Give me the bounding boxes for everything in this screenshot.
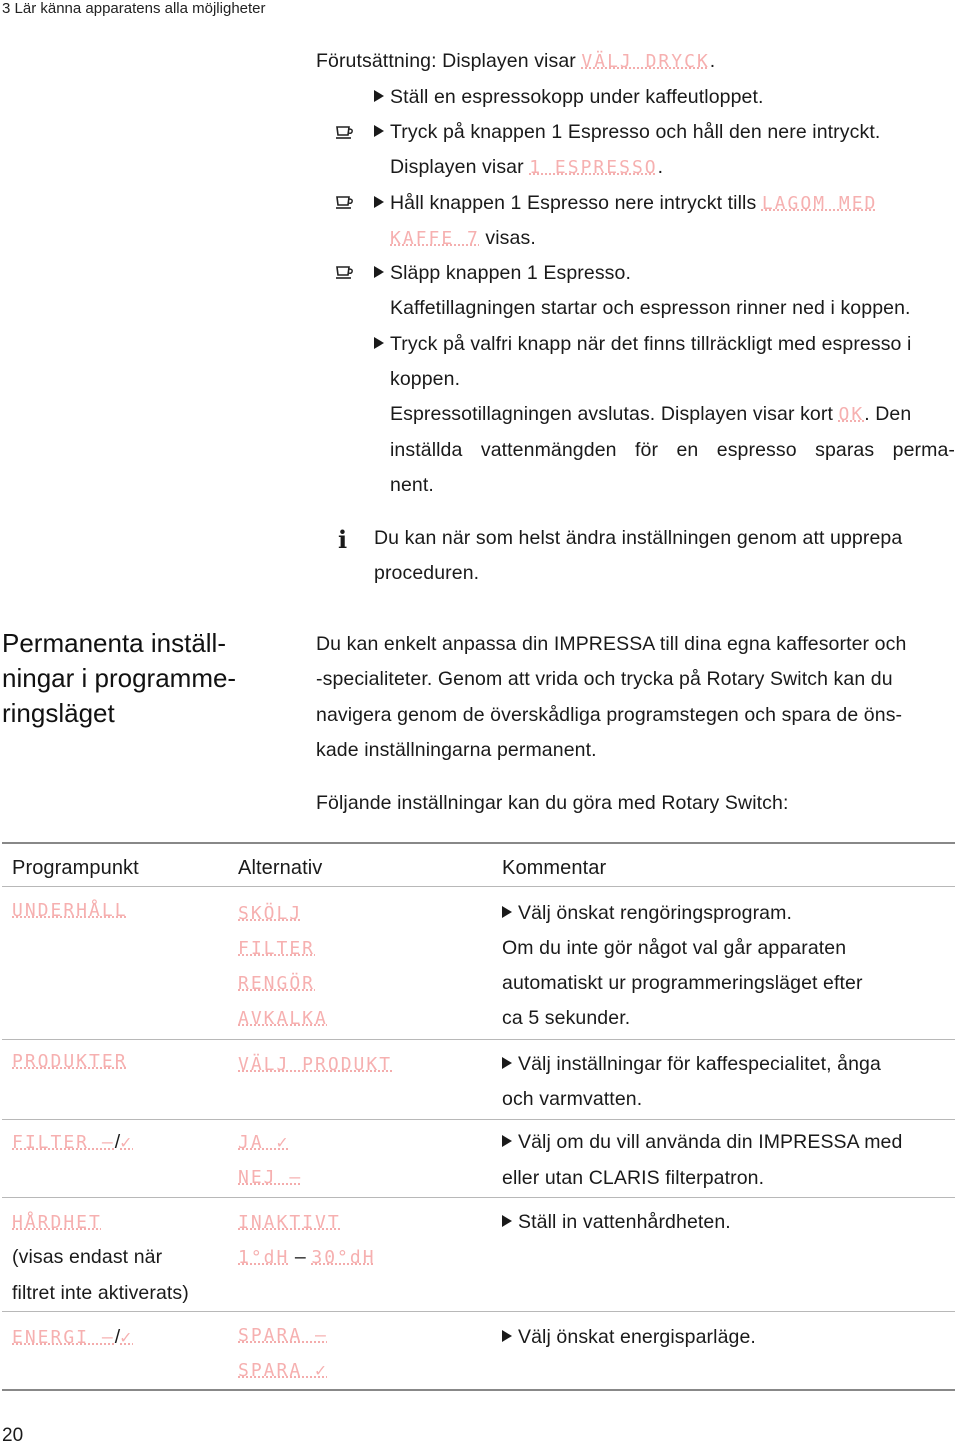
prerequisite-label: Förutsättning: Displayen visar bbox=[316, 50, 576, 72]
arrow-icon bbox=[374, 90, 384, 102]
option-value: RENGÖR bbox=[238, 973, 316, 994]
coffee-cup-icon bbox=[335, 124, 355, 140]
section-title bbox=[2, 626, 236, 731]
option-value: 30°dH bbox=[311, 1247, 376, 1268]
step-text: Tryck på valfri knapp när det finns tillräckligt med espresso i bbox=[390, 333, 912, 355]
step-text: Tryck på knappen 1 Espresso och håll den nere intryckt. bbox=[390, 121, 881, 143]
option-value: NEJ – bbox=[238, 1167, 303, 1188]
step-5-result-line3: nent. bbox=[390, 474, 434, 496]
program-item: UNDERHÅLL bbox=[12, 900, 128, 921]
display-text: OK bbox=[838, 404, 865, 425]
page-number: 20 bbox=[2, 1425, 24, 1446]
table-row-energi bbox=[12, 1320, 133, 1355]
option-value: SKÖLJ bbox=[238, 903, 303, 924]
comment bbox=[502, 1320, 756, 1355]
option-value: AVKALKA bbox=[238, 1008, 328, 1029]
section-para-line: -specialiteter. Genom att vrida och trycka på Rotary Switch kan du bbox=[316, 668, 893, 690]
arrow-icon bbox=[502, 1330, 512, 1342]
option bbox=[238, 1160, 302, 1195]
arrow-icon bbox=[502, 1215, 512, 1227]
arrow-icon bbox=[502, 1135, 512, 1147]
arrow-icon bbox=[374, 125, 384, 137]
col-header-alternativ: Alternativ bbox=[238, 857, 323, 879]
comment-text: Ställ in vattenhårdheten. bbox=[518, 1211, 731, 1233]
display-text: 1 ESPRESSO bbox=[529, 157, 658, 178]
option-value: VÄLJ PRODUKT bbox=[238, 1054, 393, 1075]
option bbox=[238, 896, 302, 931]
comment-text: och varmvatten. bbox=[502, 1088, 643, 1110]
comment-text: Välj inställningar för kaffespecialitet, ånga bbox=[518, 1053, 881, 1075]
option bbox=[238, 966, 315, 1001]
comment-text: automatiskt ur programmeringsläget efter bbox=[502, 972, 863, 994]
item-separator: / bbox=[114, 1131, 121, 1153]
step-text: Håll knappen 1 Espresso nere intryckt tills bbox=[390, 192, 757, 214]
step-4-result: Kaffetillagningen startar och espresson rinner ned i koppen. bbox=[390, 297, 911, 319]
comment-text: Om du inte gör något val går apparaten bbox=[502, 937, 847, 959]
coffee-cup-icon bbox=[335, 264, 355, 280]
table-top-rule bbox=[2, 842, 955, 844]
display-text: VÄLJ DRYCK bbox=[581, 51, 710, 72]
item-note: filtret inte aktiverats) bbox=[12, 1282, 189, 1304]
option bbox=[238, 1047, 392, 1082]
step-2 bbox=[374, 115, 880, 150]
comment bbox=[502, 1047, 881, 1082]
step-4 bbox=[374, 256, 631, 291]
step-1 bbox=[374, 80, 764, 115]
col-header-kommentar: Kommentar bbox=[502, 857, 607, 879]
row-divider bbox=[2, 1039, 955, 1040]
program-item: FILTER – bbox=[12, 1132, 115, 1153]
section-para-line: kade inställningarna permanent. bbox=[316, 739, 597, 761]
row-divider bbox=[2, 1311, 955, 1312]
display-text: LAGOM MED bbox=[761, 193, 878, 214]
comment-text: Välj önskat rengöringsprogram. bbox=[518, 902, 792, 924]
result-end: . bbox=[657, 156, 664, 178]
option bbox=[238, 1353, 328, 1388]
section-para-line: navigera genom de överskådliga programstegen och spara de öns- bbox=[316, 704, 903, 726]
prerequisite-end: . bbox=[709, 50, 716, 72]
option-value: 1°dH bbox=[238, 1247, 290, 1268]
option bbox=[238, 1001, 328, 1036]
row-divider bbox=[2, 1119, 955, 1120]
arrow-icon bbox=[502, 1057, 512, 1069]
prerequisite-line bbox=[316, 44, 715, 79]
arrow-icon bbox=[374, 266, 384, 278]
table-row-underhall bbox=[12, 893, 128, 928]
row-divider bbox=[2, 1197, 955, 1198]
section-title-line: Permanenta inställ- bbox=[2, 628, 226, 658]
comment-text: eller utan CLARIS filterpatron. bbox=[502, 1167, 765, 1189]
step-3 bbox=[374, 186, 877, 221]
comment bbox=[502, 1205, 731, 1240]
arrow-icon bbox=[374, 196, 384, 208]
step-2-result bbox=[390, 150, 663, 185]
program-item: ENERGI – bbox=[12, 1327, 115, 1348]
info-icon: i bbox=[338, 525, 348, 554]
display-text: KAFFE 7 bbox=[390, 228, 480, 249]
col-header-programpunkt: Programpunkt bbox=[12, 857, 139, 879]
info-line-2: proceduren. bbox=[374, 562, 480, 584]
result-text: Espressotillagningen avslutas. Displayen visar kort bbox=[390, 403, 833, 425]
arrow-icon bbox=[502, 906, 512, 918]
result-text: Displayen visar bbox=[390, 156, 524, 178]
comment-text: ca 5 sekunder. bbox=[502, 1007, 631, 1029]
step-5-result bbox=[390, 397, 911, 432]
comment-text: Välj om du vill använda din IMPRESSA med bbox=[518, 1131, 903, 1153]
option bbox=[238, 1318, 328, 1353]
comment-text: Välj önskat energisparläge. bbox=[518, 1326, 756, 1348]
option-value: FILTER bbox=[238, 938, 316, 959]
section-para-line: Du kan enkelt anpassa din IMPRESSA till dina egna kaffesorter och bbox=[316, 633, 907, 655]
check-icon: ✓ bbox=[120, 1132, 134, 1153]
step-text: Ställ en espressokopp under kaffeutloppet. bbox=[390, 86, 764, 108]
table-header-rule bbox=[2, 886, 955, 887]
section-title-line: ningar i programme- bbox=[2, 663, 237, 693]
step-5 bbox=[374, 327, 911, 362]
table-row-hardhet bbox=[12, 1205, 102, 1240]
step-text: visas. bbox=[485, 227, 536, 249]
result-text-end: . Den bbox=[864, 403, 912, 425]
section-title-line: ringsläget bbox=[2, 698, 115, 728]
step-text: Släpp knappen 1 Espresso. bbox=[390, 262, 631, 284]
check-icon: ✓ bbox=[120, 1327, 134, 1348]
table-row-produkter bbox=[12, 1044, 128, 1079]
coffee-cup-icon bbox=[335, 194, 355, 210]
option-value: SPARA – bbox=[238, 1325, 328, 1346]
program-item: PRODUKTER bbox=[12, 1051, 128, 1072]
comment bbox=[502, 1125, 902, 1160]
item-note: (visas endast när bbox=[12, 1246, 163, 1268]
option-value: INAKTIVT bbox=[238, 1212, 341, 1233]
step-5-cont: koppen. bbox=[390, 368, 461, 390]
section-intro: Följande inställningar kan du göra med Rotary Switch: bbox=[316, 792, 789, 814]
info-line-1: Du kan när som helst ändra inställningen genom att upprepa bbox=[374, 527, 903, 549]
range-dash: – bbox=[294, 1246, 306, 1268]
option-range bbox=[238, 1240, 376, 1275]
option bbox=[238, 1125, 289, 1160]
option bbox=[238, 1205, 341, 1240]
table-row-filter bbox=[12, 1125, 133, 1160]
program-item: HÅRDHET bbox=[12, 1212, 102, 1233]
comment bbox=[502, 896, 792, 931]
item-separator: / bbox=[114, 1326, 121, 1348]
table-bottom-rule bbox=[2, 1389, 955, 1391]
option-value: SPARA ✓ bbox=[238, 1360, 328, 1381]
step-3-cont bbox=[390, 221, 536, 256]
step-5-result-line2: inställda vattenmängden för en espresso sparas perma- bbox=[390, 439, 955, 461]
option bbox=[238, 931, 315, 966]
arrow-icon bbox=[374, 337, 384, 349]
option-value: JA ✓ bbox=[238, 1132, 290, 1153]
chapter-header: 3 Lär känna apparatens alla möjligheter bbox=[2, 0, 266, 17]
